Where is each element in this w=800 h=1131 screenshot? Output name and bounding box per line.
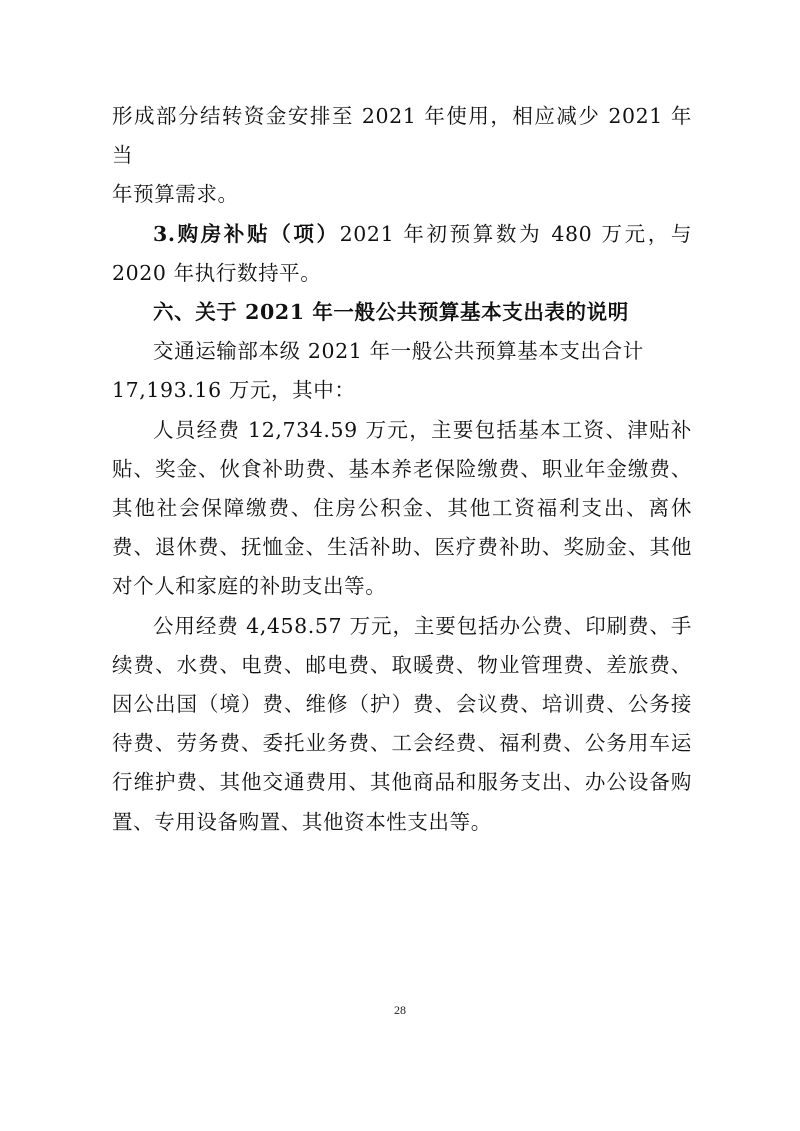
housing-subsidy-paragraph <box>112 215 692 293</box>
public-expense-paragraph: 公用经费 4,458.57 万元，主要包括办公费、印刷费、手续费、水费、电费、邮电费、取暖费、物业管理费、差旅费、因公出国（境）费、维修（护）费、会议费、培训费、公务接待费、劳务费、委托业务费、工会经费、福利费、公务用车运行维护费、其他交通费用、其他商品和服务支出、办公设备购置、专用设备购置、其他资本性支出等。 <box>112 613 692 834</box>
housing-subsidy-text: 2021 年初预算数为 480 万元，与 2020 年执行数持平。 <box>112 221 692 285</box>
housing-subsidy-label: 3.购房补贴（项） <box>153 221 340 246</box>
intro-line: 交通运输部本级 2021 年一般公共预算基本支出合计 <box>153 339 644 364</box>
section-heading: 六、关于 2021 年一般公共预算基本支出表的说明 <box>153 300 629 325</box>
continuation-line-end: 年预算需求。 <box>112 182 239 207</box>
continuation-line: 形成部分结转资金安排至 2021 年使用，相应减少 2021 年当 <box>112 104 692 168</box>
body-text <box>112 97 692 842</box>
personnel-expense-paragraph: 人员经费 12,734.59 万元，主要包括基本工资、津贴补贴、奖金、伙食补助费、基本养老保险缴费、职业年金缴费、其他社会保障缴费、住房公积金、其他工资福利支出、离休费、退休费、抚恤金、生活补助、医疗费补助、奖励金、其他对个人和家庭的补助支出等。 <box>112 417 692 599</box>
page-number: 28 <box>394 1003 406 1017</box>
intro-line-total: 17,193.16 万元，其中： <box>112 378 356 403</box>
